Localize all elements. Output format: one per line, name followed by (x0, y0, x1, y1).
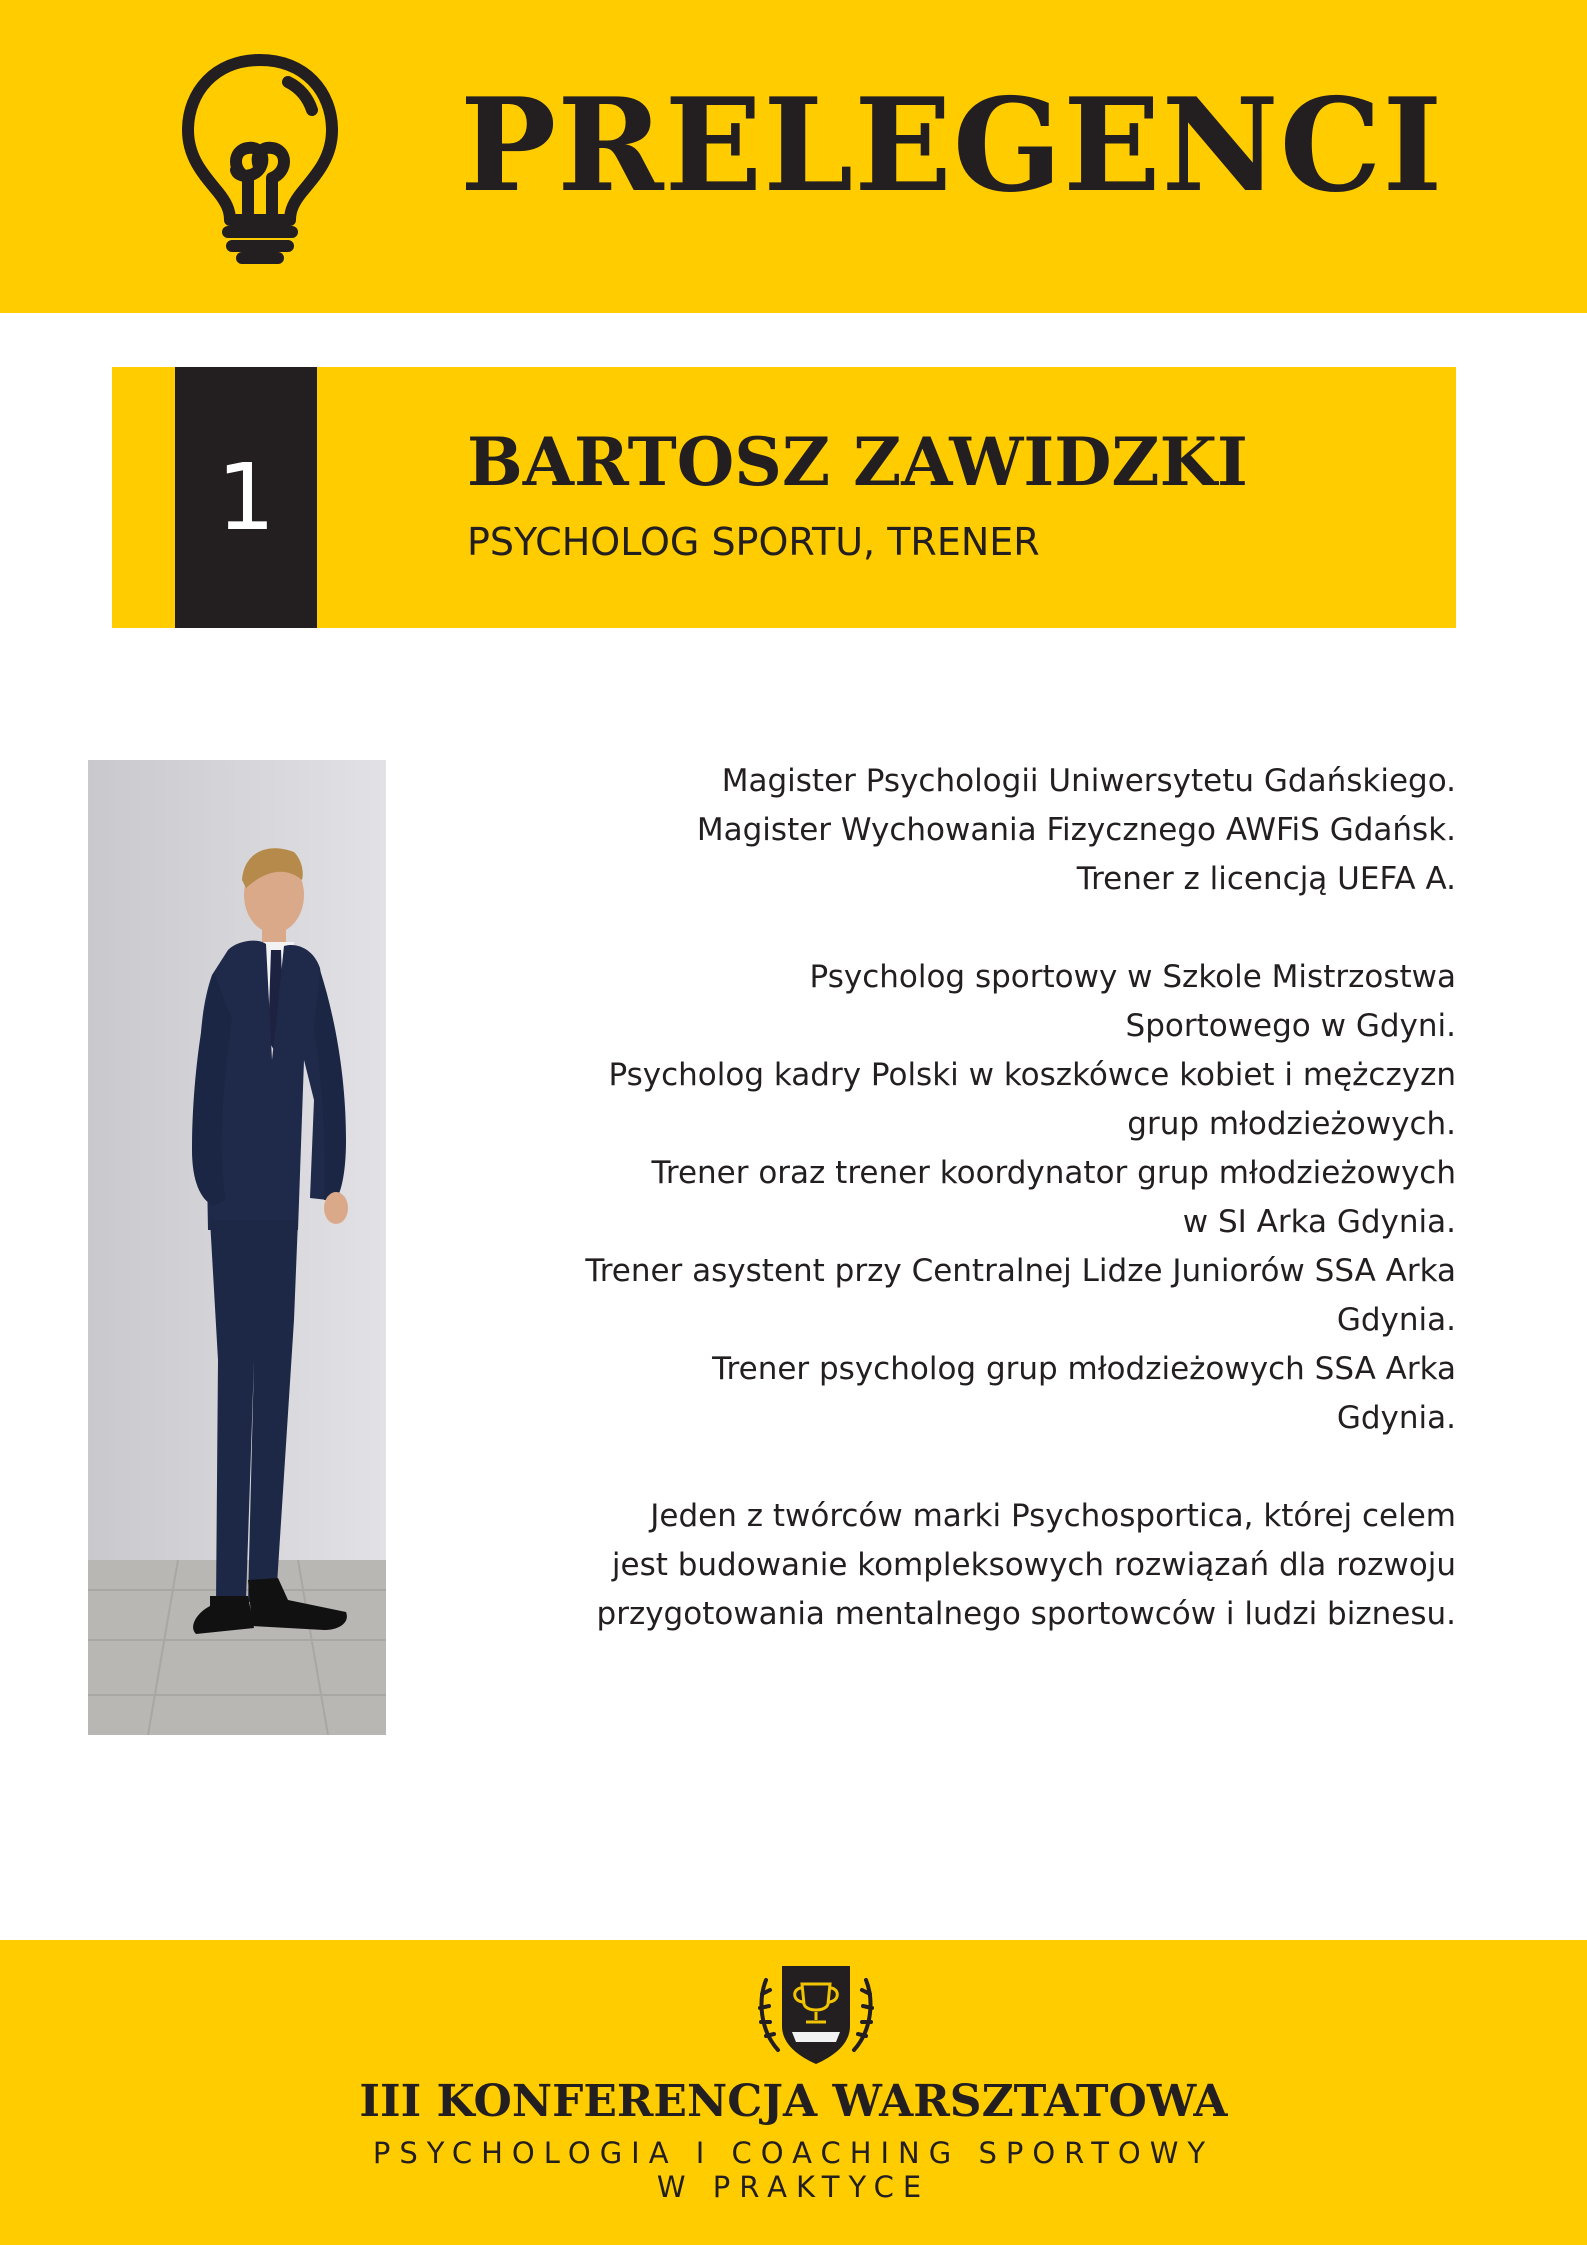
bio-line: Trener psycholog grup młodzieżowych SSA Arka (712, 1351, 1456, 1387)
speaker-name: BARTOSZ ZAWIDZKI (467, 423, 1248, 501)
bio-line: Psycholog kadry Polski w koszkówce kobiet i mężczyzn (608, 1057, 1456, 1093)
bio-line: Trener oraz trener koordynator grup młodzieżowych (651, 1155, 1456, 1191)
footer-banner (0, 1940, 1587, 2245)
bio-line: w SI Arka Gdynia. (1182, 1204, 1456, 1240)
page-title: PRELEGENCI (460, 71, 1444, 221)
bio-line: Trener z licencją UEFA A. (1076, 861, 1456, 897)
conference-subtitle-line: PSYCHOLOGIA I COACHING SPORTOWY (372, 2136, 1215, 2170)
bio-line: Gdynia. (1336, 1400, 1456, 1436)
bio-paragraph-experience (440, 953, 1456, 1443)
conference-subtitle (0, 2136, 1587, 2204)
conference-title: III KONFERENCJA WARSZTATOWA (359, 2076, 1228, 2127)
bio-paragraph-brand (440, 1492, 1456, 1639)
bio-line: Jeden z twórców marki Psychosportica, której celem (650, 1498, 1456, 1534)
speaker-photo-illustration (88, 760, 386, 1735)
trophy-crest-icon (752, 1960, 880, 2068)
speaker-role: PSYCHOLOG SPORTU, TRENER (467, 520, 1040, 564)
speaker-photo (88, 760, 386, 1735)
bio-line: grup młodzieżowych. (1127, 1106, 1456, 1142)
bio-line: Sportowego w Gdyni. (1125, 1008, 1456, 1044)
lightbulb-icon (180, 50, 340, 270)
bio-line: przygotowania mentalnego sportowców i ludzi biznesu. (596, 1596, 1456, 1632)
speaker-bio (440, 757, 1456, 1688)
bio-paragraph-education (440, 757, 1456, 904)
bio-line: Magister Psychologii Uniwersytetu Gdańskiego. (721, 763, 1456, 799)
speaker-card (112, 367, 1456, 628)
bio-line: Trener asystent przy Centralnej Lidze Juniorów SSA Arka (585, 1253, 1456, 1289)
bio-line: jest budowanie kompleksowych rozwiązań dla rozwoju (611, 1547, 1456, 1583)
speaker-number: 1 (175, 367, 317, 628)
bio-line: Psycholog sportowy w Szkole Mistrzostwa (809, 959, 1456, 995)
conference-subtitle-line: W PRAKTYCE (656, 2170, 931, 2204)
bio-line: Magister Wychowania Fizycznego AWFiS Gdańsk. (696, 812, 1456, 848)
header-banner (0, 0, 1587, 313)
bio-line: Gdynia. (1336, 1302, 1456, 1338)
